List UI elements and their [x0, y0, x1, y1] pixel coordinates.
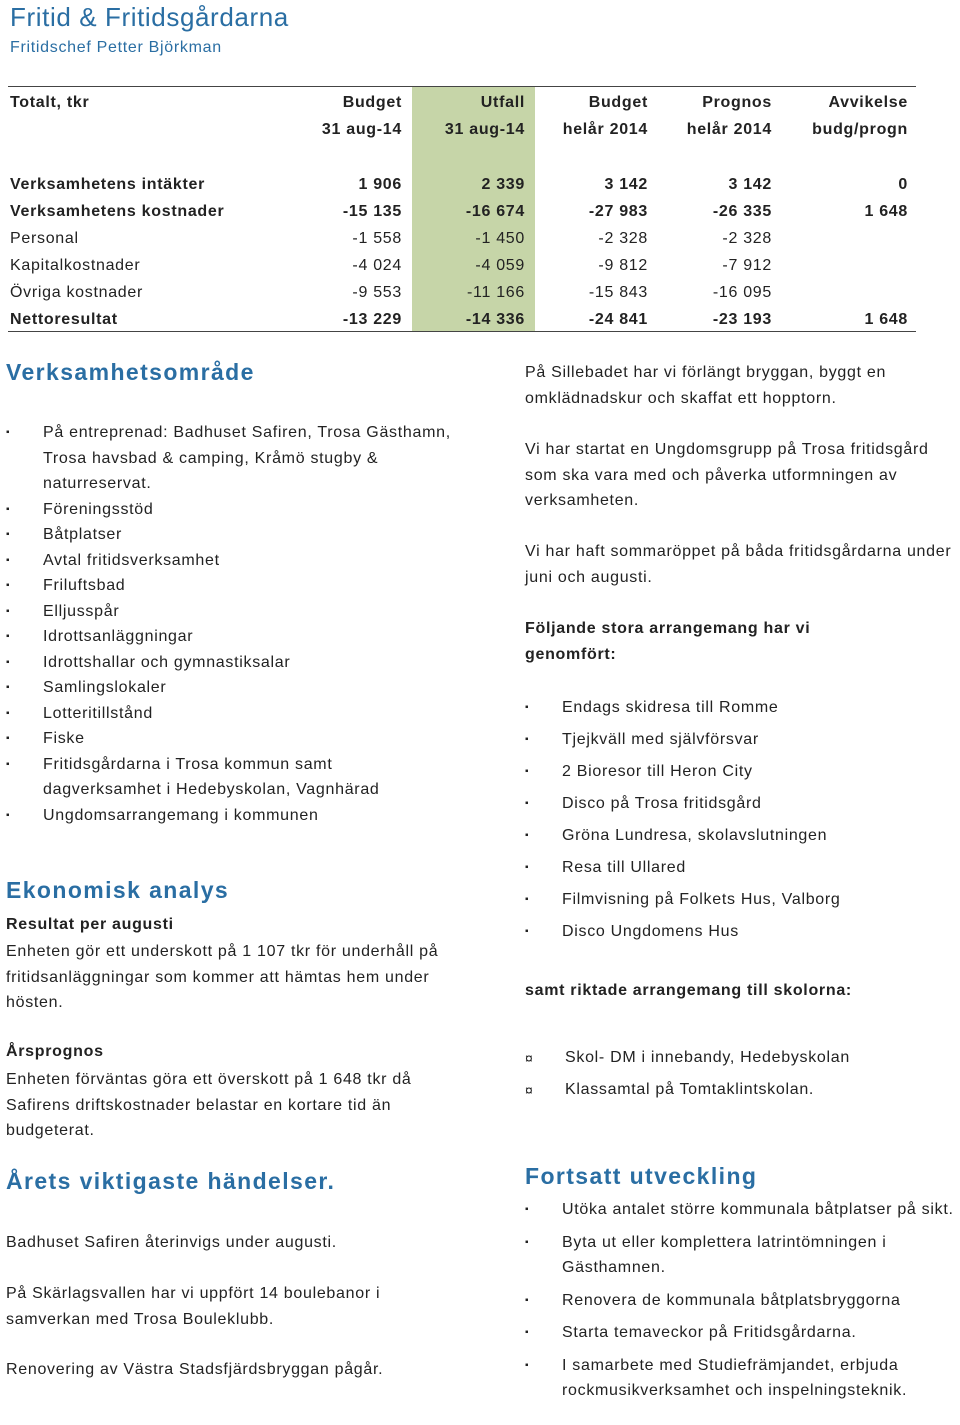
header-budget-period: 31 aug-14	[321, 121, 402, 138]
ungdomsgrupp-text: Vi har startat en Ungdomsgrupp på Trosa fritidsgård som ska vara med och påverka utformningen av verksamheten.	[525, 441, 929, 509]
ekonomisk-analys-heading: Ekonomisk analys	[6, 877, 230, 903]
square-bullet-icon: ▪	[525, 702, 530, 713]
header-budget-helar: Budget	[588, 94, 648, 111]
handelse-text: På Skärlagsvallen har vi uppfört 14 boulebanor i samverkan med Trosa Bouleklubb.	[6, 1285, 381, 1328]
sommaroppet-text: Vi har haft sommaröppet på båda fritidsgårdarna under juni och augusti.	[525, 543, 952, 586]
header-utfall-period: 31 aug-14	[444, 121, 525, 138]
row-label: Verksamhetens kostnader	[10, 203, 225, 220]
square-bullet-icon: ▪	[525, 766, 530, 777]
row-label: Personal	[10, 230, 79, 247]
square-bullet-icon: ▪	[6, 529, 11, 540]
page-title: Fritid & Fritidsgårdarna	[10, 2, 289, 32]
square-bullet-icon: ▪	[6, 427, 11, 438]
sillebadet-text: På Sillebadet har vi förlängt bryggan, byggt en omklädnadskur och skaffat ett hopptorn.	[525, 364, 887, 407]
list-item: ▪ Starta temaveckor på Fritidsgårdarna.	[525, 1320, 960, 1346]
row-cell: 1 648	[864, 311, 908, 328]
list-item: ▪ Båtplatser	[6, 522, 476, 548]
row-cell: -13 229	[342, 311, 402, 328]
list-item: ▪ Fiske	[6, 726, 476, 752]
resultat-heading: Resultat per augusti	[6, 916, 174, 933]
row-cell: -15 135	[342, 203, 402, 220]
table-bottom-rule	[8, 331, 916, 332]
row-cell: -9 812	[598, 257, 648, 274]
square-bullet-icon: ▪	[525, 734, 530, 745]
header-avvikelse: Avvikelse	[828, 94, 908, 111]
list-item: ▪ Idrottshallar och gymnastiksalar	[6, 650, 476, 676]
row-label: Nettoresultat	[10, 311, 118, 328]
list-item: ▪ 2 Bioresor till Heron City	[525, 756, 955, 788]
square-bullet-icon: ▪	[6, 758, 11, 770]
currency-bullet-icon: ¤	[525, 1050, 534, 1066]
verksamhet-list	[6, 420, 476, 828]
arrangemang-list	[525, 692, 955, 948]
row-cell: -16 674	[465, 203, 525, 220]
verksamhet-heading: Verksamhetsområde	[6, 359, 255, 385]
skolorna-heading: samt riktade arrangemang till skolorna:	[525, 982, 852, 999]
list-item: ▪ Ungdomsarrangemang i kommunen	[6, 803, 476, 829]
header-prognos-period: helår 2014	[686, 121, 772, 138]
row-cell: 1 648	[864, 203, 908, 220]
row-cell: 1 906	[358, 176, 402, 193]
list-item: ▪ Endags skidresa till Romme	[525, 692, 955, 724]
list-item: ▪ Föreningsstöd	[6, 497, 476, 523]
row-label: Verksamhetens intäkter	[10, 176, 206, 193]
square-bullet-icon: ▪	[6, 605, 11, 617]
row-cell: -15 843	[588, 284, 648, 301]
square-bullet-icon: ▪	[6, 809, 11, 821]
page-subtitle: Fritidschef Petter Björkman	[10, 39, 222, 56]
list-item: ▪ Disco Ungdomens Hus	[525, 916, 955, 948]
square-bullet-icon: ▪	[525, 1327, 530, 1338]
list-item: ▪ Lotteritillstånd	[6, 701, 476, 727]
square-bullet-icon: ▪	[6, 554, 11, 566]
header-prognos: Prognos	[702, 94, 772, 111]
list-item: ▪ Gröna Lundresa, skolavslutningen	[525, 820, 955, 852]
handelse-text: Badhuset Safiren återinvigs under augusti.	[6, 1234, 337, 1251]
table-top-rule	[8, 86, 916, 87]
square-bullet-icon: ▪	[525, 1236, 530, 1248]
square-bullet-icon: ▪	[525, 894, 530, 905]
square-bullet-icon: ▪	[525, 926, 530, 937]
row-cell: -27 983	[588, 203, 648, 220]
skolorna-list	[525, 1042, 955, 1106]
list-item: ▪ På entreprenad: Badhuset Safiren, Trosa Gästhamn, Trosa havsbad & camping, Kråmö stugby & naturreservat.	[6, 420, 476, 497]
row-cell: -9 553	[352, 284, 402, 301]
row-cell: -14 336	[465, 311, 525, 328]
list-item: ▪ Filmvisning på Folkets Hus, Valborg	[525, 884, 955, 916]
utveckling-list	[525, 1197, 960, 1404]
header-utfall: Utfall	[480, 94, 525, 111]
row-cell: -1 450	[475, 230, 525, 247]
list-item: ▪ Idrottsanläggningar	[6, 624, 476, 650]
header-budget: Budget	[342, 94, 402, 111]
row-cell: -2 328	[722, 230, 772, 247]
handelser-heading: Årets viktigaste händelser.	[6, 1168, 336, 1194]
list-item: ▪ Byta ut eller komplettera latrintömningen i Gästhamnen.	[525, 1230, 960, 1281]
row-cell: -7 912	[722, 257, 772, 274]
row-cell: -2 328	[598, 230, 648, 247]
list-item: ▪ Avtal fritidsverksamhet	[6, 548, 476, 574]
row-label: Kapitalkostnader	[10, 257, 141, 274]
list-item: ▪ Tjejkväll med självförsvar	[525, 724, 955, 756]
row-cell: -11 166	[467, 284, 525, 301]
row-cell: -24 841	[588, 311, 648, 328]
row-cell: 0	[898, 176, 908, 193]
row-cell: -26 335	[712, 203, 772, 220]
list-item: ▪ I samarbete med Studiefrämjandet, erbjuda rockmusikverksamhet och inspelningsteknik.	[525, 1353, 960, 1404]
list-item: ▪ Resa till Ullared	[525, 852, 955, 884]
arsprognos-text: Enheten förväntas göra ett överskott på 1 648 tkr då Safirens driftskostnader belastar en kortare tid än budgeterat.	[6, 1071, 412, 1139]
square-bullet-icon: ▪	[525, 798, 530, 809]
square-bullet-icon: ▪	[525, 862, 530, 873]
arrangemang-heading: Följande stora arrangemang har vi genomfört:	[525, 620, 811, 663]
handelse-text: Renovering av Västra Stadsfjärdsbryggan pågår.	[6, 1361, 384, 1378]
row-cell: -1 558	[352, 230, 402, 247]
square-bullet-icon: ▪	[6, 631, 11, 642]
list-item: ¤ Skol- DM i innebandy, Hedebyskolan	[525, 1042, 955, 1074]
square-bullet-icon: ▪	[6, 707, 11, 719]
header-budget-helar-period: helår 2014	[562, 121, 648, 138]
square-bullet-icon: ▪	[525, 1204, 530, 1215]
square-bullet-icon: ▪	[6, 682, 11, 693]
list-item: ▪ Friluftsbad	[6, 573, 476, 599]
list-item: ▪ Samlingslokaler	[6, 675, 476, 701]
square-bullet-icon: ▪	[525, 1294, 530, 1306]
square-bullet-icon: ▪	[6, 503, 11, 515]
row-cell: -16 095	[712, 284, 772, 301]
list-item: ▪ Renovera de kommunala båtplatsbryggorna	[525, 1288, 960, 1314]
list-item: ▪ Disco på Trosa fritidsgård	[525, 788, 955, 820]
square-bullet-icon: ▪	[6, 656, 11, 668]
list-item: ▪ Elljusspår	[6, 599, 476, 625]
list-item: ▪ Utöka antalet större kommunala båtplatser på sikt.	[525, 1197, 960, 1223]
list-item: ¤ Klassamtal på Tomtaklintskolan.	[525, 1074, 955, 1106]
row-cell: -4 024	[352, 257, 402, 274]
resultat-text: Enheten gör ett underskott på 1 107 tkr för underhåll på fritidsanläggningar som kommer att hämtas hem under hösten.	[6, 943, 439, 1011]
header-label: Totalt, tkr	[10, 94, 90, 111]
row-cell: 3 142	[728, 176, 772, 193]
row-cell: -23 193	[712, 311, 772, 328]
currency-bullet-icon: ¤	[525, 1082, 534, 1098]
row-cell: 2 339	[481, 176, 525, 193]
square-bullet-icon: ▪	[525, 830, 530, 841]
utveckling-heading: Fortsatt utveckling	[525, 1163, 758, 1189]
header-avvikelse-period: budg/progn	[812, 121, 908, 138]
square-bullet-icon: ▪	[525, 1359, 530, 1371]
row-cell: 3 142	[604, 176, 648, 193]
arsprognos-heading: Årsprognos	[6, 1043, 104, 1060]
row-label: Övriga kostnader	[10, 284, 144, 301]
square-bullet-icon: ▪	[6, 733, 11, 744]
row-cell: -4 059	[475, 257, 525, 274]
square-bullet-icon: ▪	[6, 580, 11, 591]
list-item: ▪ Fritidsgårdarna i Trosa kommun samt dagverksamhet i Hedebyskolan, Vagnhärad	[6, 752, 426, 803]
